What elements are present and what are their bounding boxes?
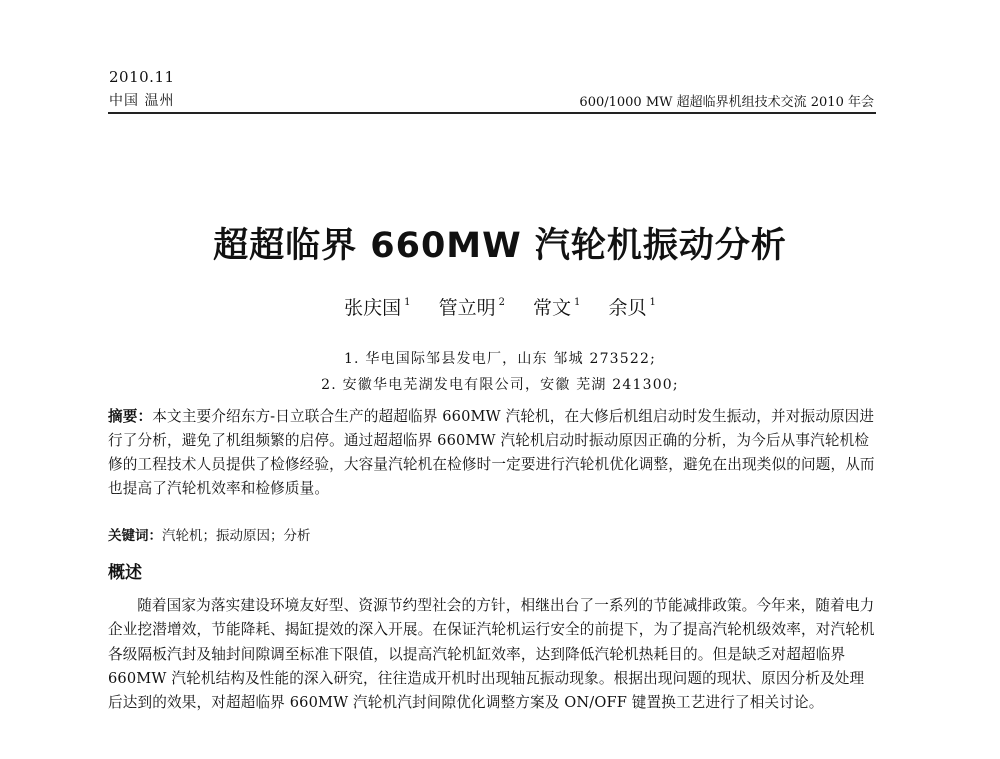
author-name: 余贝 bbox=[608, 297, 647, 319]
author bbox=[533, 297, 580, 319]
author-affiliation-mark: 1 bbox=[574, 297, 581, 308]
author-affiliation-mark: 2 bbox=[498, 297, 505, 308]
author-name: 管立明 bbox=[438, 297, 496, 319]
author bbox=[608, 297, 655, 319]
abstract-label: 摘要： bbox=[108, 408, 153, 425]
affiliation-1: 1. 华电国际邹县发电厂，山东 邹城 273522; bbox=[343, 351, 657, 367]
author bbox=[439, 297, 505, 319]
author-name: 常文 bbox=[533, 297, 572, 319]
author-name: 张庆国 bbox=[344, 297, 402, 319]
keywords-label: 关键词： bbox=[108, 528, 162, 544]
abstract-text: 本文主要介绍东方-日立联合生产的超超临界 660MW 汽轮机，在大修后机组启动时发生振动，并对振动原因进行了分析，避免了机组频繁的启停。通过超超临界 660MW 汽轮机启动时振动原因正确的分析，为今后从事汽轮机检修的工程技术人员提供了检修经验，大容量汽轮机在检修时一定要进行汽轮机优化调整，避免在出现类似的问题，从而也提高了汽轮机效率和检修质量。 bbox=[108, 408, 875, 497]
author bbox=[344, 297, 410, 319]
affiliation-2: 2. 安徽华电芜湖发电有限公司，安徽 芜湖 241300; bbox=[321, 377, 679, 393]
header-conference: 600/1000 MW 超超临界机组技术交流 2010 年会 bbox=[579, 95, 874, 110]
section-heading: 概述 bbox=[108, 563, 142, 583]
header-date: 2010.11 bbox=[109, 68, 175, 86]
keywords-text: 汽轮机；振动原因；分析 bbox=[162, 528, 311, 544]
abstract bbox=[108, 405, 878, 501]
header-place: 中国 温州 bbox=[109, 93, 175, 109]
author-affiliation-mark: 1 bbox=[404, 297, 411, 308]
author-affiliation-mark: 1 bbox=[649, 297, 656, 308]
author-list bbox=[0, 293, 1000, 320]
paper-title: 超超临界 660MW 汽轮机振动分析 bbox=[213, 226, 787, 266]
keywords bbox=[108, 524, 311, 544]
header-rule bbox=[108, 112, 876, 114]
section-paragraph: 随着国家为落实建设环境友好型、资源节约型社会的方针，相继出台了一系列的节能减排政策。今年来，随着电力企业挖潜增效，节能降耗、揭缸提效的深入开展。在保证汽轮机运行安全的前提下，为了提高汽轮机级效率，对汽轮机各级隔板汽封及轴封间隙调至标准下限值，以提高汽轮机缸效率，达到降低汽轮机热耗目的。但是缺乏对超超临界 660MW 汽轮机结构及性能的深入研究，往往造成开机时出现轴瓦振动现象。根据出现问题的现状、原因分析及处理后达到的效果，对超超临界 660MW 汽轮机汽封间隙优化调整方案及 ON/OFF 键置换工艺进行了相关讨论。 bbox=[108, 597, 875, 712]
